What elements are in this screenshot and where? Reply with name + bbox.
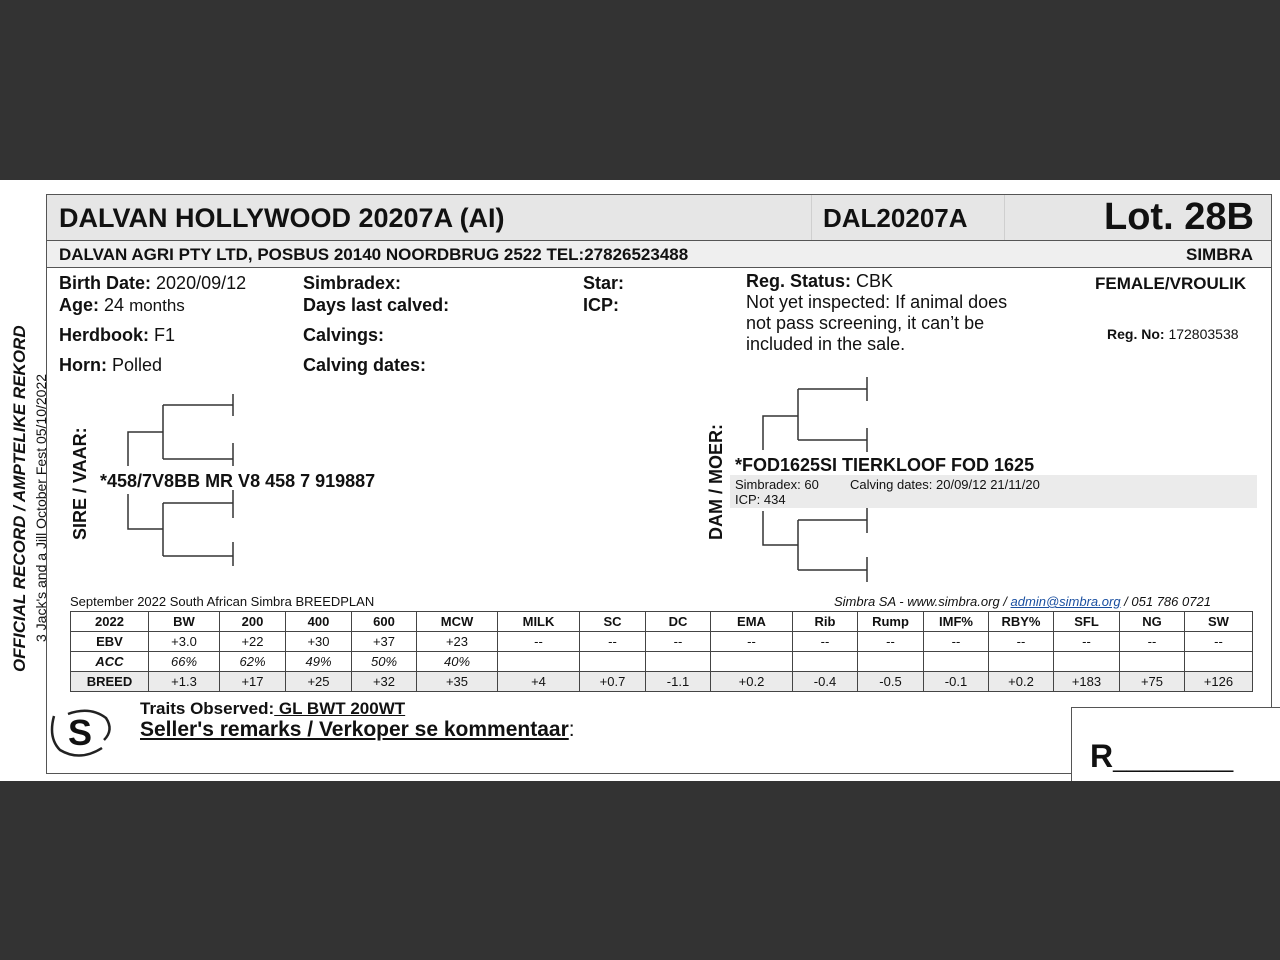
table-header-cell: MCW xyxy=(417,612,498,632)
table-cell xyxy=(1185,652,1253,672)
dam-label: DAM / MOER: xyxy=(706,424,726,540)
table-header-cell: IMF% xyxy=(924,612,989,632)
reg-note-line: included in the sale. xyxy=(746,334,906,354)
table-cell: -- xyxy=(580,632,646,652)
sire-lower-bracket xyxy=(128,490,233,566)
table-cell xyxy=(498,652,580,672)
table-header-cell: BW xyxy=(149,612,220,632)
breedplan-caption: September 2022 South African Simbra BREEDPLAN xyxy=(70,594,375,609)
table-header-cell: NG xyxy=(1120,612,1185,632)
dam-icp: ICP: 434 xyxy=(735,492,786,507)
table-cell: -- xyxy=(793,632,858,652)
table-header-row xyxy=(71,612,1253,632)
table-cell xyxy=(646,652,711,672)
table-cell: BREED xyxy=(71,672,149,692)
logo-letter: S xyxy=(68,712,93,753)
table-cell xyxy=(711,652,793,672)
registration-number: Reg. No: 172803538 xyxy=(1107,326,1239,342)
dam-simbradex: Simbradex: 60 xyxy=(735,477,819,492)
table-cell xyxy=(580,652,646,672)
traits-observed: Traits Observed: GL BWT 200WT xyxy=(140,699,406,718)
table-cell xyxy=(793,652,858,672)
simbra-logo-icon xyxy=(46,704,116,760)
birth-date: Birth Date: 2020/09/12 xyxy=(59,273,247,293)
table-header-cell: Rump xyxy=(858,612,924,632)
table-cell: -1.1 xyxy=(646,672,711,692)
table-cell: -0.4 xyxy=(793,672,858,692)
table-header-cell: SW xyxy=(1185,612,1253,632)
table-header-cell: EMA xyxy=(711,612,793,632)
table-cell: -- xyxy=(924,632,989,652)
table-cell: +37 xyxy=(352,632,417,652)
sire-label: SIRE / VAAR: xyxy=(70,427,90,540)
dam-lower-bracket xyxy=(763,508,867,582)
breed-society-contact: Simbra SA - www.simbra.org / admin@simbra.org / 051 786 0721 xyxy=(834,594,1211,609)
dam-name: *FOD1625SI TIERKLOOF FOD 1625 xyxy=(735,455,1035,475)
table-header-cell: DC xyxy=(646,612,711,632)
table-cell: 49% xyxy=(286,652,352,672)
breeder-info: DALVAN AGRI PTY LTD, POSBUS 20140 NOORDBRUG 2522 TEL:27826523488 xyxy=(59,245,689,264)
simbradex-label: Simbradex: xyxy=(303,273,402,293)
table-row-acc xyxy=(71,652,1253,672)
table-cell: EBV xyxy=(71,632,149,652)
table-cell xyxy=(858,652,924,672)
table-cell: -- xyxy=(989,632,1054,652)
table-cell: +0.2 xyxy=(989,672,1054,692)
calving-dates-label: Calving dates: xyxy=(303,355,427,375)
table-cell: +35 xyxy=(417,672,498,692)
official-record-label: OFFICIAL RECORD / AMPTELIKE REKORD xyxy=(10,325,29,672)
table-cell: +126 xyxy=(1185,672,1253,692)
sex-label: FEMALE/VROULIK xyxy=(1095,274,1247,293)
calvings-label: Calvings: xyxy=(303,325,385,345)
table-cell: -- xyxy=(1185,632,1253,652)
reg-note-line: not pass screening, it can’t be xyxy=(746,313,985,333)
table-cell: -- xyxy=(858,632,924,652)
sire-upper-bracket xyxy=(128,394,233,466)
table-header-cell: RBY% xyxy=(989,612,1054,632)
reg-status: Reg. Status: CBK xyxy=(746,271,894,291)
reg-note-line: Not yet inspected: If animal does xyxy=(746,292,1008,312)
table-cell: -- xyxy=(1054,632,1120,652)
table-cell: +0.2 xyxy=(711,672,793,692)
dam-upper-bracket xyxy=(763,377,867,452)
table-cell: +0.7 xyxy=(580,672,646,692)
table-cell: +23 xyxy=(417,632,498,652)
table-cell: +1.3 xyxy=(149,672,220,692)
table-header-cell: 2022 xyxy=(71,612,149,632)
table-cell: +17 xyxy=(220,672,286,692)
table-cell: +30 xyxy=(286,632,352,652)
table-cell xyxy=(1120,652,1185,672)
table-cell: +4 xyxy=(498,672,580,692)
table-cell: -- xyxy=(1120,632,1185,652)
dam-calving-dates: Calving dates: 20/09/12 21/11/20 xyxy=(850,477,1040,492)
seller-remarks-label: Seller's remarks / Verkoper se kommentaar: xyxy=(140,718,575,741)
table-header-cell: 400 xyxy=(286,612,352,632)
table-cell: -0.5 xyxy=(858,672,924,692)
table-cell: ACC xyxy=(71,652,149,672)
star-label: Star: xyxy=(583,273,625,293)
lot-number: Lot. 28B xyxy=(1104,196,1254,238)
table-cell: -- xyxy=(646,632,711,652)
ebv-table xyxy=(70,611,1253,692)
table-row-breed xyxy=(71,672,1253,692)
table-header-cell: 600 xyxy=(352,612,417,632)
age: Age: 24 months xyxy=(59,295,185,315)
table-cell: -- xyxy=(711,632,793,652)
table-cell: +22 xyxy=(220,632,286,652)
herdbook: Herdbook: F1 xyxy=(59,325,176,345)
table-cell: -0.1 xyxy=(924,672,989,692)
sire-name: *458/7V8BB MR V8 458 7 919887 xyxy=(100,471,376,491)
table-cell: +75 xyxy=(1120,672,1185,692)
table-header-cell: SFL xyxy=(1054,612,1120,632)
table-header-cell: 200 xyxy=(220,612,286,632)
contact-email-link[interactable]: admin@simbra.org xyxy=(1010,594,1121,609)
table-row-ebv xyxy=(71,632,1253,652)
table-cell xyxy=(924,652,989,672)
table-header-cell: SC xyxy=(580,612,646,632)
table-cell: 62% xyxy=(220,652,286,672)
sale-name-date: 3 Jack's and a Jill October Fest 05/10/2022 xyxy=(33,373,49,642)
table-cell: +3.0 xyxy=(149,632,220,652)
table-cell xyxy=(1054,652,1120,672)
table-cell: 40% xyxy=(417,652,498,672)
animal-name: DALVAN HOLLYWOOD 20207A (AI) xyxy=(59,203,505,233)
days-last-calved-label: Days last calved: xyxy=(303,295,450,315)
icp-label: ICP: xyxy=(583,295,619,315)
price-field[interactable]: R_________ xyxy=(1090,738,1234,774)
animal-id: DAL20207A xyxy=(823,203,968,233)
breed-name: SIMBRA xyxy=(1186,245,1254,264)
horn-status: Horn: Polled xyxy=(59,355,163,375)
table-cell: 66% xyxy=(149,652,220,672)
table-cell xyxy=(989,652,1054,672)
table-cell: 50% xyxy=(352,652,417,672)
table-cell: +183 xyxy=(1054,672,1120,692)
table-cell: +25 xyxy=(286,672,352,692)
table-header-cell: Rib xyxy=(793,612,858,632)
table-cell: -- xyxy=(498,632,580,652)
table-cell: +32 xyxy=(352,672,417,692)
table-header-cell: MILK xyxy=(498,612,580,632)
